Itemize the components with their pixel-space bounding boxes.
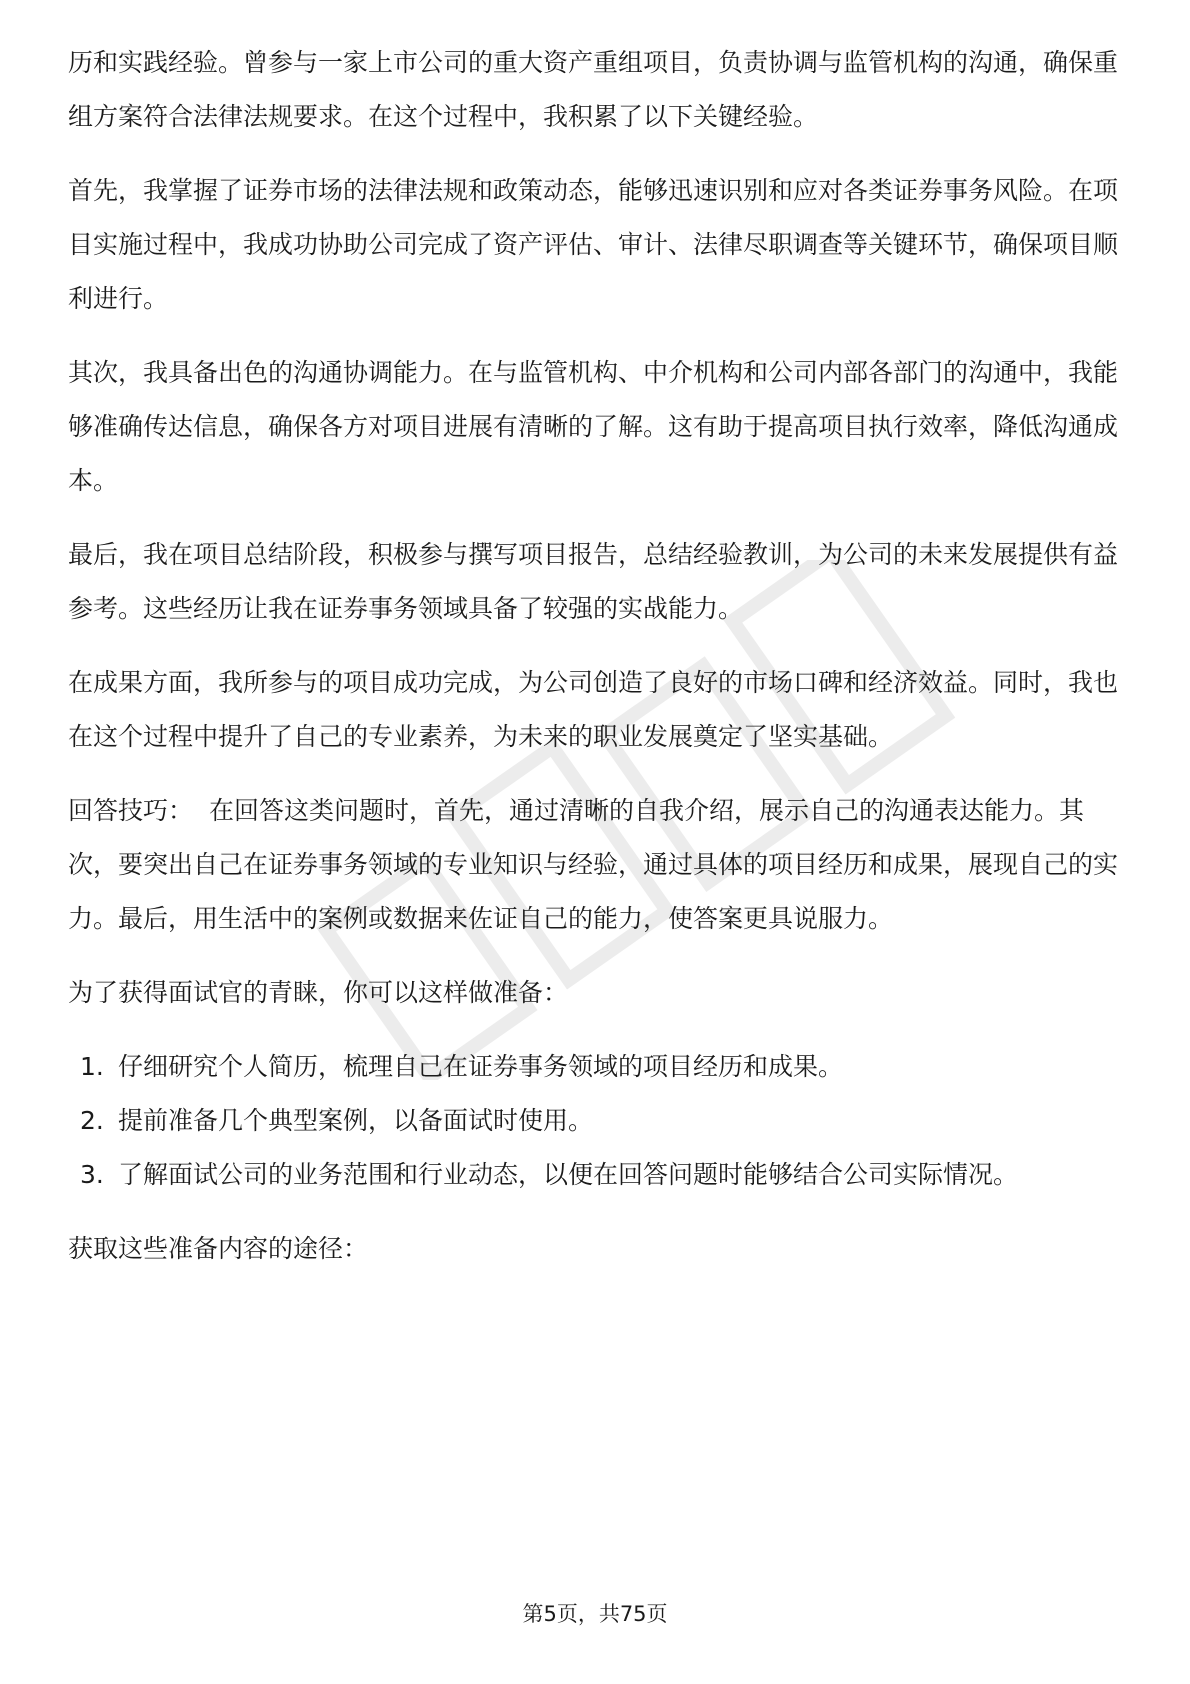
paragraph-last: 最后，我在项目总结阶段，积极参与撰写项目报告，总结经验教训，为公司的未来发展提供有益参考。这些经历让我在证券事务领域具备了较强的实战能力。 bbox=[68, 540, 1119, 623]
list-item-number: 2. bbox=[80, 1106, 104, 1135]
answer-tip bbox=[68, 784, 1122, 946]
list-item-text: 了解面试公司的业务范围和行业动态，以便在回答问题时能够结合公司实际情况。 bbox=[118, 1160, 1019, 1189]
list-item bbox=[68, 1094, 1122, 1148]
paragraph-second: 其次，我具备出色的沟通协调能力。在与监管机构、中介机构和公司内部各部门的沟通中，我能够准确传达信息，确保各方对项目进展有清晰的了解。这有助于提高项目执行效率，降低沟通成本。 bbox=[68, 358, 1119, 495]
answer-tip-label: 回答技巧： bbox=[68, 796, 194, 825]
page-footer: 第5页，共75页 bbox=[522, 1602, 668, 1626]
list-item bbox=[68, 1040, 1122, 1094]
page-content bbox=[68, 36, 1122, 1296]
list-item-text: 仔细研究个人简历，梳理自己在证券事务领域的项目经历和成果。 bbox=[118, 1052, 844, 1081]
paragraph-experience: 历和实践经验。曾参与一家上市公司的重大资产重组项目，负责协调与监管机构的沟通，确保重组方案符合法律法规要求。在这个过程中，我积累了以下关键经验。 bbox=[68, 48, 1119, 131]
list-item-text: 提前准备几个典型案例，以备面试时使用。 bbox=[118, 1106, 594, 1135]
list-item bbox=[68, 1148, 1122, 1202]
prep-intro: 为了获得面试官的青睐，你可以这样做准备： bbox=[68, 978, 569, 1007]
prep-list bbox=[68, 1040, 1122, 1202]
list-item-number: 3. bbox=[80, 1160, 104, 1189]
paragraph-results: 在成果方面，我所参与的项目成功完成，为公司创造了良好的市场口碑和经济效益。同时，我也在这个过程中提升了自己的专业素养，为未来的职业发展奠定了坚实基础。 bbox=[68, 668, 1119, 751]
paragraph-first: 首先，我掌握了证券市场的法律法规和政策动态，能够迅速识别和应对各类证券事务风险。在项目实施过程中，我成功协助公司完成了资产评估、审计、法律尽职调查等关键环节，确保项目顺利进行。 bbox=[68, 176, 1119, 313]
paths-intro: 获取这些准备内容的途径： bbox=[68, 1234, 369, 1263]
answer-tip-text: 在回答这类问题时，首先，通过清晰的自我介绍，展示自己的沟通表达能力。其次，要突出自己在证券事务领域的专业知识与经验，通过具体的项目经历和成果，展现自己的实力。最后，用生活中的案例或数据来佐证自己的能力，使答案更具说服力。 bbox=[68, 796, 1119, 933]
list-item-number: 1. bbox=[80, 1052, 104, 1081]
